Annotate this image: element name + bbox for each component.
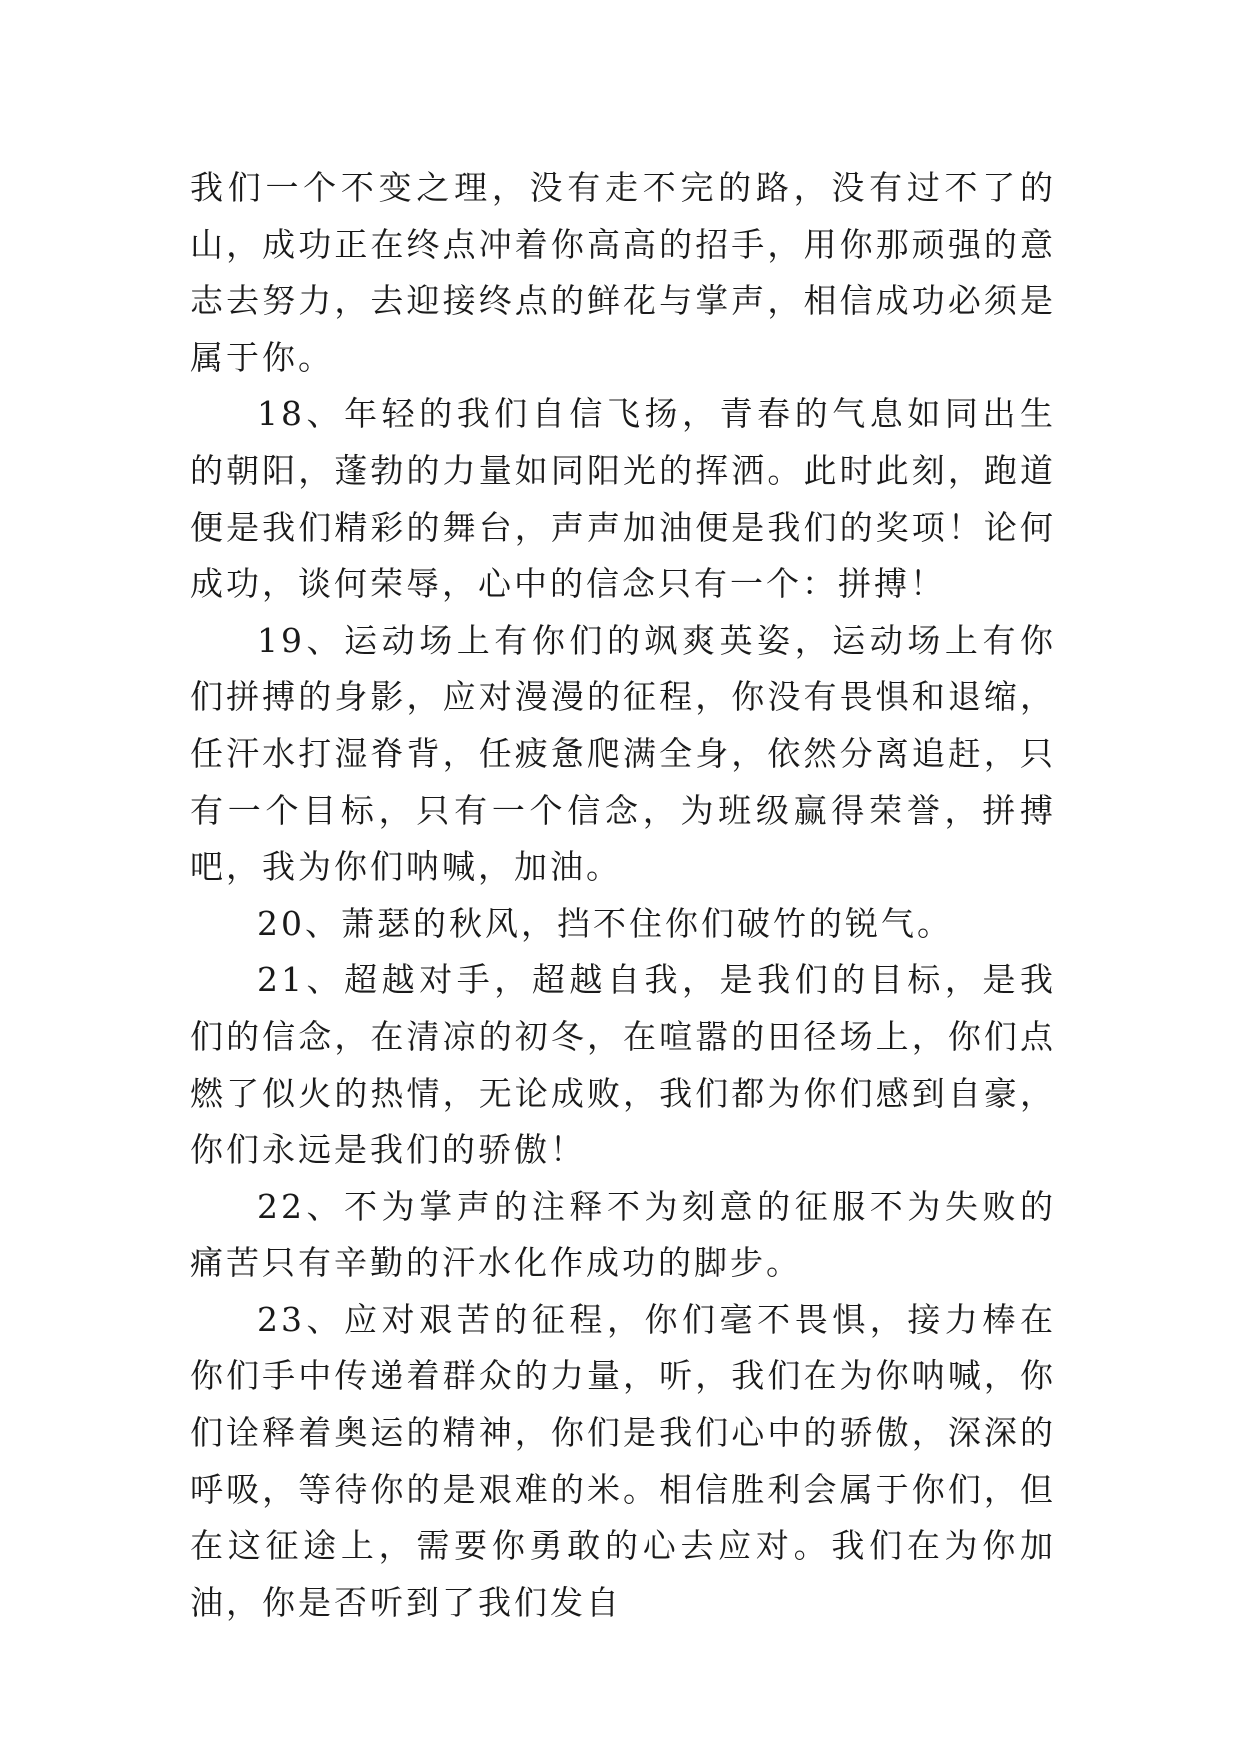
paragraph-item-20: 20、萧瑟的秋风，挡不住你们破竹的锐气。 — [257, 903, 953, 943]
document-body — [190, 160, 1056, 1631]
paragraph-continuation: 我们一个不变之理，没有走不完的路，没有过不了的山，成功正在终点冲着你高高的招手，用你那顽强的意志去努力，去迎接终点的鲜花与掌声，相信成功必须是属于你。 — [190, 168, 1056, 377]
paragraph-item-21: 21、超越对手，超越自我，是我们的目标，是我们的信念，在清凉的初冬，在喧嚣的田径场上，你们点燃了似火的热情，无论成败，我们都为你们感到自豪，你们永远是我们的骄傲！ — [190, 960, 1056, 1170]
paragraph-item-23: 23、应对艰苦的征程，你们毫不畏惧，接力棒在你们手中传递着群众的力量，听，我们在为你呐喊，你们诠释着奥运的精神，你们是我们心中的骄傲，深深的呼吸，等待你的是艰难的米。相信胜利会属于你们，但在这征途上，需要你勇敢的心去应对。我们在为你加油，你是否听到了我们发自 — [190, 1299, 1056, 1622]
paragraph-item-18: 18、年轻的我们自信飞扬，青春的气息如同出生的朝阳，蓬勃的力量如同阳光的挥洒。此时此刻，跑道便是我们精彩的舞台，声声加油便是我们的奖项！论何成功，谈何荣辱，心中的信念只有一个：拼搏！ — [190, 394, 1056, 604]
paragraph-item-22: 22、不为掌声的注释不为刻意的征服不为失败的痛苦只有辛勤的汗水化作成功的脚步。 — [190, 1186, 1056, 1283]
paragraph-item-19: 19、运动场上有你们的飒爽英姿，运动场上有你们拼搏的身影，应对漫漫的征程，你没有畏惧和退缩，任汗水打湿脊背，任疲惫爬满全身，依然分离追赶，只有一个目标，只有一个信念，为班级赢得荣誉，拼搏吧，我为你们呐喊，加油。 — [190, 620, 1056, 887]
